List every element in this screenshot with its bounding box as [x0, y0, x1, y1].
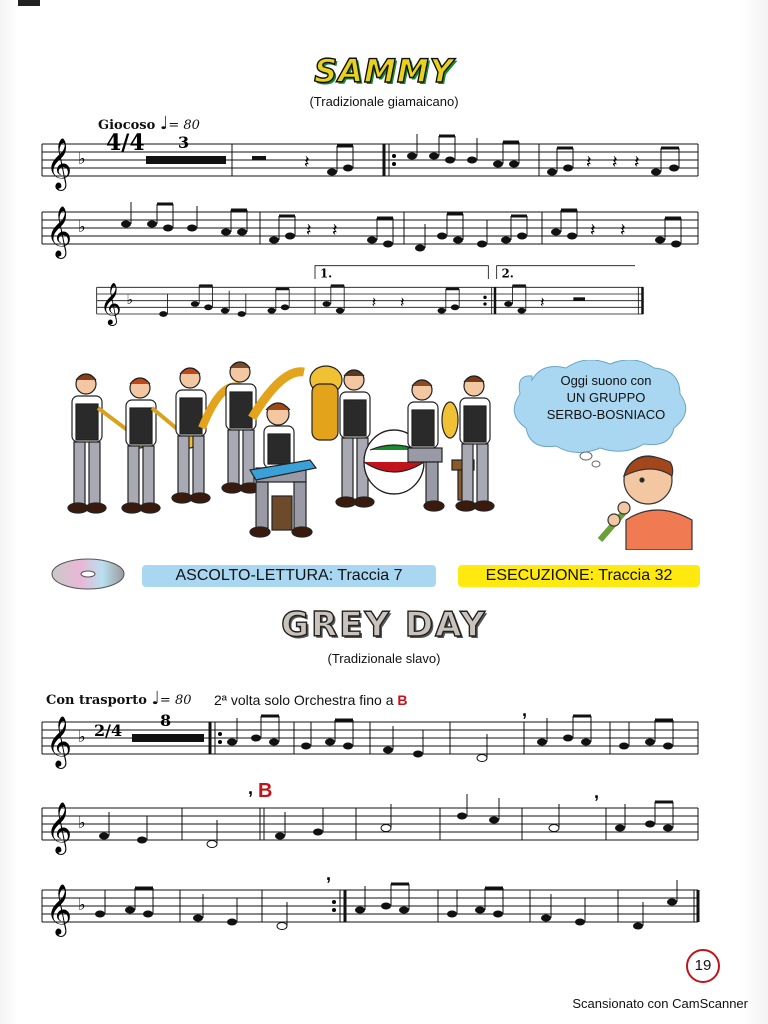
- svg-text:,: ,: [326, 864, 332, 884]
- time-signature: 4/4: [106, 130, 145, 156]
- orchestra-instruction-text: 2ª volta solo Orchestra fino a: [214, 692, 394, 708]
- tempo-value: = 80: [159, 693, 192, 708]
- svg-text:𝄽: 𝄽: [332, 220, 338, 241]
- treble-clef-icon: 𝄞: [100, 281, 122, 325]
- song-subtitle-sammy: (Tradizionale giamaicano): [309, 94, 459, 109]
- multi-rest-count: 8: [160, 711, 172, 730]
- svg-text:𝄽: 𝄽: [540, 293, 545, 312]
- svg-text:♭: ♭: [78, 729, 86, 746]
- cd-audio-icon: [50, 558, 126, 590]
- cd-icon-svg: [50, 558, 126, 590]
- song-subtitle-grey-day: (Tradizionale slavo): [327, 651, 441, 666]
- quarter-note-icon: ♩: [159, 113, 169, 134]
- staff-grey-day-2-svg: [42, 778, 698, 856]
- scanner-watermark: Scansionato con CamScanner: [572, 996, 748, 1011]
- svg-text:♭: ♭: [78, 897, 86, 914]
- multi-rest-count: 3: [178, 133, 190, 152]
- svg-text:𝄽: 𝄽: [620, 220, 626, 241]
- band-illustration-svg: [60, 360, 510, 540]
- svg-text:♭: ♭: [78, 219, 86, 236]
- scan-corner-mark: [18, 0, 40, 6]
- svg-text:,: ,: [522, 700, 528, 720]
- section-mark-b: B: [258, 780, 273, 802]
- staff-sammy-3-svg: [42, 264, 698, 324]
- treble-clef-icon: 𝄞: [46, 206, 73, 257]
- bubble-line-1: Oggi suono con: [560, 373, 652, 388]
- svg-text:𝄽: 𝄽: [371, 293, 377, 312]
- staff-sammy-1: [42, 132, 698, 192]
- bubble-line-3: SERBO-BOSNIACO: [546, 407, 666, 422]
- staff-grey-day-2: [42, 778, 698, 856]
- svg-text:𝄽: 𝄽: [304, 152, 310, 173]
- treble-clef-icon: 𝄞: [46, 138, 73, 189]
- svg-text:♭: ♭: [78, 151, 86, 168]
- svg-text:𝄽: 𝄽: [634, 152, 640, 173]
- page-number: 19: [686, 949, 720, 983]
- quarter-note-icon: ♩: [151, 688, 160, 709]
- orchestra-instruction: [214, 692, 408, 708]
- treble-clef-icon: 𝄞: [46, 802, 73, 853]
- staff-sammy-2: [42, 200, 698, 260]
- svg-text:,: ,: [594, 782, 600, 802]
- svg-text:𝄽: 𝄽: [400, 293, 405, 312]
- child-illustration-svg: [586, 440, 696, 550]
- svg-text:,: ,: [248, 778, 254, 798]
- band-illustration: [60, 360, 510, 540]
- treble-clef-icon: 𝄞: [46, 884, 73, 935]
- tempo-word: Giocoso: [98, 118, 156, 133]
- svg-text:♭: ♭: [126, 292, 133, 307]
- bubble-line-2: UN GRUPPO: [566, 390, 646, 405]
- song-title-sammy: SAMMY: [314, 52, 454, 90]
- svg-text:𝄽: 𝄽: [590, 220, 596, 241]
- staff-sammy-3: [42, 264, 698, 324]
- treble-clef-icon: 𝄞: [46, 716, 73, 767]
- tempo-word: Con trasporto: [46, 693, 147, 708]
- first-ending-label: 1.: [320, 266, 333, 281]
- speech-bubble-text: [518, 372, 694, 423]
- second-ending-label: 2.: [501, 266, 514, 281]
- staff-sammy-1-svg: [42, 132, 698, 192]
- orchestra-instruction-mark: B: [397, 692, 408, 708]
- staff-grey-day-3-svg: [42, 864, 698, 938]
- tempo-value: = 80: [168, 118, 200, 133]
- time-signature: 2/4: [94, 721, 123, 740]
- tempo-marking-grey-day: [46, 688, 192, 709]
- staff-grey-day-3: [42, 864, 698, 938]
- listening-track-label: ASCOLTO-LETTURA: Traccia 7: [142, 565, 436, 587]
- svg-text:𝄽: 𝄽: [612, 152, 618, 173]
- svg-text:♭: ♭: [78, 815, 86, 832]
- svg-text:𝄽: 𝄽: [306, 220, 312, 241]
- child-with-recorder-illustration: [586, 440, 696, 550]
- song-title-grey-day: GREY DAY: [281, 605, 487, 645]
- staff-sammy-2-svg: [42, 200, 698, 260]
- svg-text:𝄽: 𝄽: [586, 152, 592, 173]
- performance-track-label: ESECUZIONE: Traccia 32: [458, 565, 700, 587]
